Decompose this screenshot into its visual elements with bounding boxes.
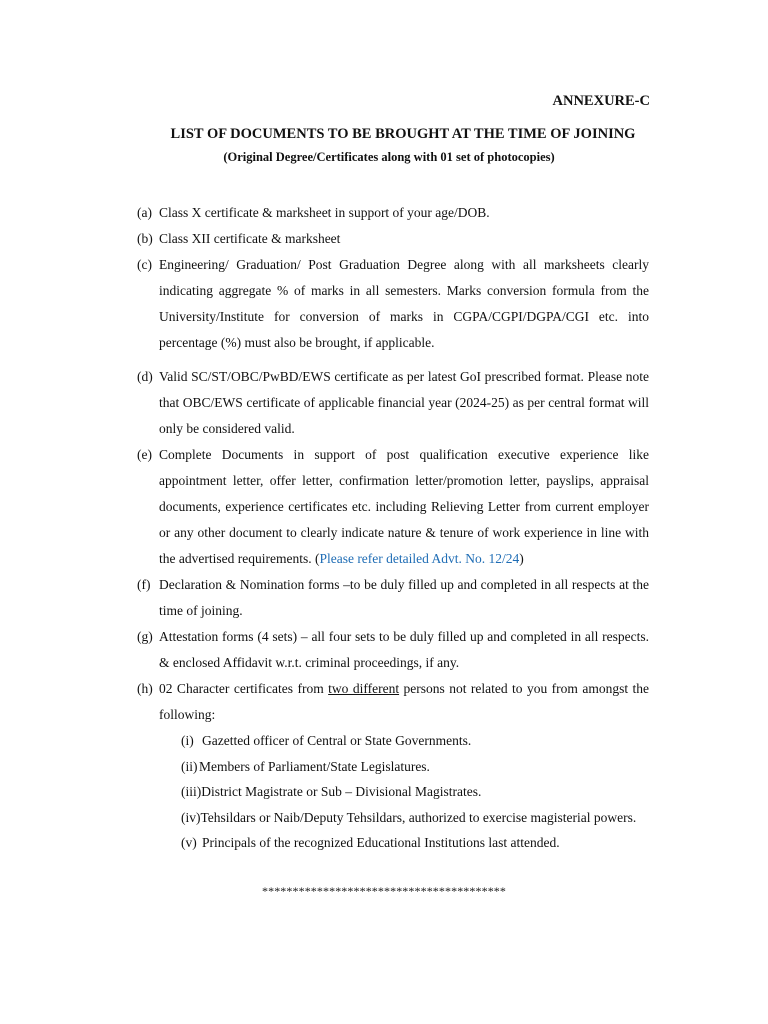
- sub-item-marker: (v): [181, 835, 197, 850]
- list-item: [137, 252, 649, 356]
- item-text: Valid SC/ST/OBC/PwBD/EWS certificate as per latest GoI prescribed format. Please note that OBC/EWS certificate of applicable financial year (2024-25) as per central format will only be considered valid.: [159, 369, 649, 436]
- certifier-list: [137, 728, 649, 856]
- item-marker: (a): [137, 205, 152, 220]
- sub-item-text: Members of Parliament/State Legislatures.: [199, 758, 430, 774]
- sub-list-item: [181, 805, 649, 831]
- item-text: Class XII certificate & marksheet: [159, 231, 341, 246]
- list-item: [137, 676, 649, 728]
- item-text: Declaration & Nomination forms –to be duly filled up and completed in all respects at the time of joining.: [159, 577, 649, 618]
- sub-list-item: [181, 830, 649, 856]
- list-item: [137, 572, 649, 624]
- sub-item-marker: (iv): [181, 809, 201, 825]
- list-item: [137, 226, 649, 252]
- list-item: [137, 364, 649, 442]
- item-marker: (g): [137, 629, 153, 644]
- sub-list-item: [181, 754, 649, 780]
- sub-item-text: District Magistrate or Sub – Divisional Magistrates.: [201, 784, 482, 799]
- item-marker: (c): [137, 257, 152, 272]
- item-marker: (h): [137, 681, 153, 696]
- item-text-suffix: persons not related to you from amongst the following:: [159, 681, 650, 722]
- advertisement-link[interactable]: Please refer detailed Advt. No. 12/24: [319, 551, 520, 566]
- underlined-emphasis: two different: [328, 681, 400, 696]
- list-item: [137, 624, 649, 676]
- item-marker: (d): [137, 369, 153, 384]
- item-text: 02 Character certificates from: [159, 681, 329, 696]
- item-text-suffix: ): [519, 551, 524, 566]
- annexure-label: ANNEXURE-C: [552, 93, 650, 109]
- list-item: [137, 200, 649, 226]
- sub-item-marker: (iii): [181, 784, 202, 799]
- sub-list-item: [181, 728, 649, 754]
- sub-item-text: Principals of the recognized Educational Institutions last attended.: [202, 835, 560, 850]
- item-text-container: [159, 676, 649, 728]
- sub-item-marker: (ii): [181, 758, 198, 774]
- document-subtitle: (Original Degree/Certificates along with 01 set of photocopies): [223, 150, 555, 164]
- item-text: Class X certificate & marksheet in support of your age/DOB.: [159, 205, 490, 220]
- item-text: Engineering/ Graduation/ Post Graduation Degree along with all marksheets clearly indicating aggregate % of marks in all semesters. Marks conversion formula from the University/Institute for conversion of marks in CGPA/CGPI/DGPA/CGI etc. into percentage (%) must also be brought, if applicable.: [159, 257, 649, 350]
- document-title: LIST OF DOCUMENTS TO BE BROUGHT AT THE TIME OF JOINING: [170, 126, 636, 142]
- item-marker: (e): [137, 447, 152, 462]
- sub-item-text: Tehsildars or Naib/Deputy Tehsildars, authorized to exercise magisterial powers.: [200, 809, 637, 825]
- item-marker: (b): [137, 231, 153, 246]
- item-text: Attestation forms (4 sets) – all four sets to be duly filled up and completed in all respects. & enclosed Affidavit w.r.t. criminal proceedings, if any.: [159, 629, 649, 670]
- sub-item-marker: (i): [181, 733, 194, 748]
- sub-item-text: Gazetted officer of Central or State Governments.: [202, 733, 472, 748]
- end-separator: ****************************************: [262, 884, 506, 898]
- item-marker: (f): [137, 577, 151, 592]
- item-text: Complete Documents in support of post qualification executive experience like appointment letter, offer letter, confirmation letter/promotion letter, payslips, appraisal documents, experience certificates etc. including Relieving Letter from current employer or any other document to clearly indicate nature & tenure of work experience in line with the advertised requirements. (: [159, 447, 649, 566]
- item-text-container: [159, 442, 649, 572]
- documents-list: [137, 200, 649, 856]
- sub-list-item: [181, 779, 649, 805]
- list-item: [137, 442, 649, 572]
